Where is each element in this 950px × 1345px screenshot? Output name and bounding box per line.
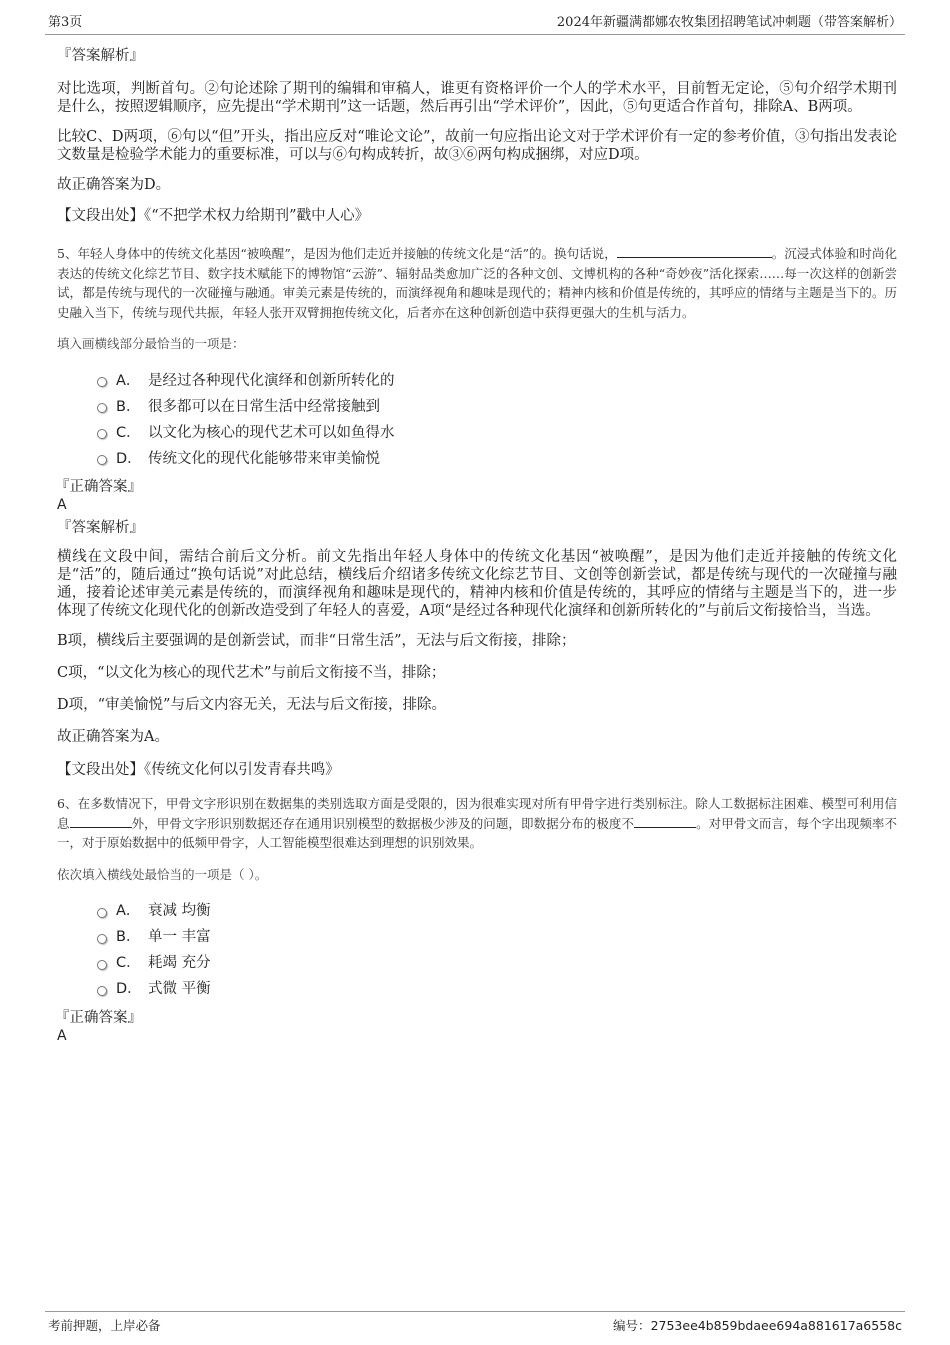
analysis-paragraph: 横线在文段中间，需结合前后文分析。前文先指出年轻人身体中的传统文化基因“被唤醒”，是因为他们走近并接触的传统文化是“活”的，随后通过“换句话说”对此总结，横线后介绍诸多传统文化综艺节目、文创等创新尝试，都是传统与现代的一次碰撞与融通，接着论述审美元素是传统的，而演绎视角和趣味是现代的，精神内核和价值是传统的，其呼应的情绪与主题是当下的，进一步体现了传统文化现代化的创新改造受到了年轻人的喜爱，A项“是经过各种现代化演绎和创新所转化的”与前后文衔接恰当，当选。 <box>57 549 897 619</box>
analysis-conclusion: 故正确答案为A。 <box>57 729 169 745</box>
option-d[interactable] <box>97 975 897 1001</box>
option-letter: C． <box>116 955 141 971</box>
analysis-paragraph: B项，横线后主要强调的是创新尝试，而非“日常生活”，无法与后文衔接，排除； <box>57 633 576 649</box>
option-letter: C． <box>116 424 141 441</box>
fill-blank <box>70 815 132 828</box>
option-text: 是经过各种现代化演绎和创新所转化的 <box>148 372 395 389</box>
question-6-prompt: 依次填入横线处最恰当的一项是（ ）。 <box>57 866 268 882</box>
question-6-options <box>97 897 897 1001</box>
option-c[interactable] <box>97 418 897 444</box>
question-5-options <box>97 366 897 470</box>
source-citation: 【文段出处】《传统文化何以引发青春共鸣》 <box>57 762 340 778</box>
option-text: 很多都可以在日常生活中经常接触到 <box>148 398 380 415</box>
source-citation: 【文段出处】《“不把学术权力给期刊”戳中人心》 <box>57 208 370 224</box>
fill-blank <box>617 245 772 258</box>
question-text-part: 。沉浸式体验和时尚化表达的传统文化综艺节目、数字技术赋能下的博物馆“云游”、辐射品类愈加广泛的各种文创、文博机构的各种“奇妙夜”活化探索……每一次这样的创新尝试，都是传统与现代的一次碰撞与融通。审美元素是传统的，而演绎视角和趣味是现代的；精神内核和价值是传统的，其呼应的情绪与主题是当下的。历史融入当下，传统与现代共振，年轻人张开双臂拥抱传统文化，后者亦在这种创新创造中获得更强大的生机与活力。 <box>57 246 897 320</box>
document-code <box>613 1316 902 1334</box>
radio-button-icon[interactable] <box>97 934 107 944</box>
analysis-label: 『答案解析』 <box>57 520 144 536</box>
option-letter: B． <box>116 398 141 415</box>
correct-answer-label: 『正确答案』 <box>55 1009 142 1026</box>
option-letter: D． <box>116 450 142 467</box>
option-text: 衰减 均衡 <box>148 903 211 919</box>
option-text: 单一 丰富 <box>148 929 211 945</box>
radio-button-icon[interactable] <box>97 986 107 996</box>
option-text: 式微 平衡 <box>148 981 211 997</box>
option-text: 传统文化的现代化能够带来审美愉悦 <box>148 450 380 467</box>
page-number: 第3页 <box>48 15 83 30</box>
document-title: 2024年新疆满都娜农牧集团招聘笔试冲刺题（带答案解析） <box>556 15 902 30</box>
option-text: 以文化为核心的现代艺术可以如鱼得水 <box>148 424 395 441</box>
option-d[interactable] <box>97 444 897 470</box>
question-6-text <box>57 794 897 853</box>
question-text-part: 。对甲骨文而言，每个字出现频率不一，对于原始数据中的低频甲骨字，人工智能模型很难达到理想的识别效果。 <box>57 815 897 850</box>
option-b[interactable] <box>97 392 897 418</box>
correct-answer-value: A <box>57 1027 67 1044</box>
question-5-prompt: 填入画横线部分最恰当的一项是： <box>57 336 245 351</box>
option-b[interactable] <box>97 923 897 949</box>
option-a[interactable] <box>97 366 897 392</box>
page-header <box>45 14 905 35</box>
analysis-conclusion: 故正确答案为D。 <box>57 177 171 193</box>
analysis-paragraph: D项，“审美愉悦”与后文内容无关，无法与后文衔接，排除。 <box>57 697 446 713</box>
option-letter: A． <box>116 372 141 389</box>
question-text-part: 外，甲骨文字形识别数据还存在通用识别模型的数据极少涉及的问题，即数据分布的极度不 <box>131 815 635 831</box>
document-body <box>57 46 897 1049</box>
option-letter: A． <box>116 903 141 919</box>
option-letter: B． <box>116 929 141 945</box>
radio-button-icon[interactable] <box>97 377 107 387</box>
option-letter: D． <box>116 981 142 997</box>
option-a[interactable] <box>97 897 897 923</box>
question-text-part: 6、在多数情况下，甲骨文字形识别在数据集的类别选取方面是受限的，因为很难实现对所有甲骨字进行类别标注。除人工数据标注困难、模型可利用信息 <box>57 796 897 831</box>
radio-button-icon[interactable] <box>97 908 107 918</box>
option-c[interactable] <box>97 949 897 975</box>
question-5-text <box>57 244 897 322</box>
correct-answer-label: 『正确答案』 <box>55 479 142 495</box>
code-label: 编号： <box>613 1318 651 1333</box>
analysis-paragraph: C项，“以文化为核心的现代艺术”与前后文衔接不当，排除； <box>57 665 446 681</box>
code-value: 2753ee4b859bdaee694a881617a6558c <box>650 1318 902 1333</box>
analysis-paragraph: 比较C、D两项，⑥句以“但”开头，指出应反对“唯论文论”，故前一句应指出论文对于学术评价有一定的参考价值，③句指出发表论文数量是检验学术能力的重要标准，可以与⑥句构成转折，故③⑥两句构成捆绑，对应D项。 <box>57 129 897 163</box>
analysis-label: 『答案解析』 <box>57 48 144 64</box>
radio-button-icon[interactable] <box>97 429 107 439</box>
analysis-paragraph: 对比选项，判断首句。②句论述除了期刊的编辑和审稿人，谁更有资格评价一个人的学术水平，目前暂无定论，⑤句介绍学术期刊是什么，按照逻辑顺序，应先提出“学术期刊”这一话题，然后再引出“学术评价”，因此，⑤句更适合作首句，排除A、B两项。 <box>57 81 897 115</box>
radio-button-icon[interactable] <box>97 455 107 465</box>
radio-button-icon[interactable] <box>97 403 107 413</box>
radio-button-icon[interactable] <box>97 960 107 970</box>
footer-slogan: 考前押题，上岸必备 <box>48 1318 161 1333</box>
page-footer <box>45 1311 905 1336</box>
correct-answer-value: A <box>57 497 67 513</box>
fill-blank <box>634 815 696 828</box>
question-text-part: 5、年轻人身体中的传统文化基因“被唤醒”，是因为他们走近并接触的传统文化是“活”的。换句话说， <box>57 246 617 261</box>
option-text: 耗竭 充分 <box>148 955 211 971</box>
